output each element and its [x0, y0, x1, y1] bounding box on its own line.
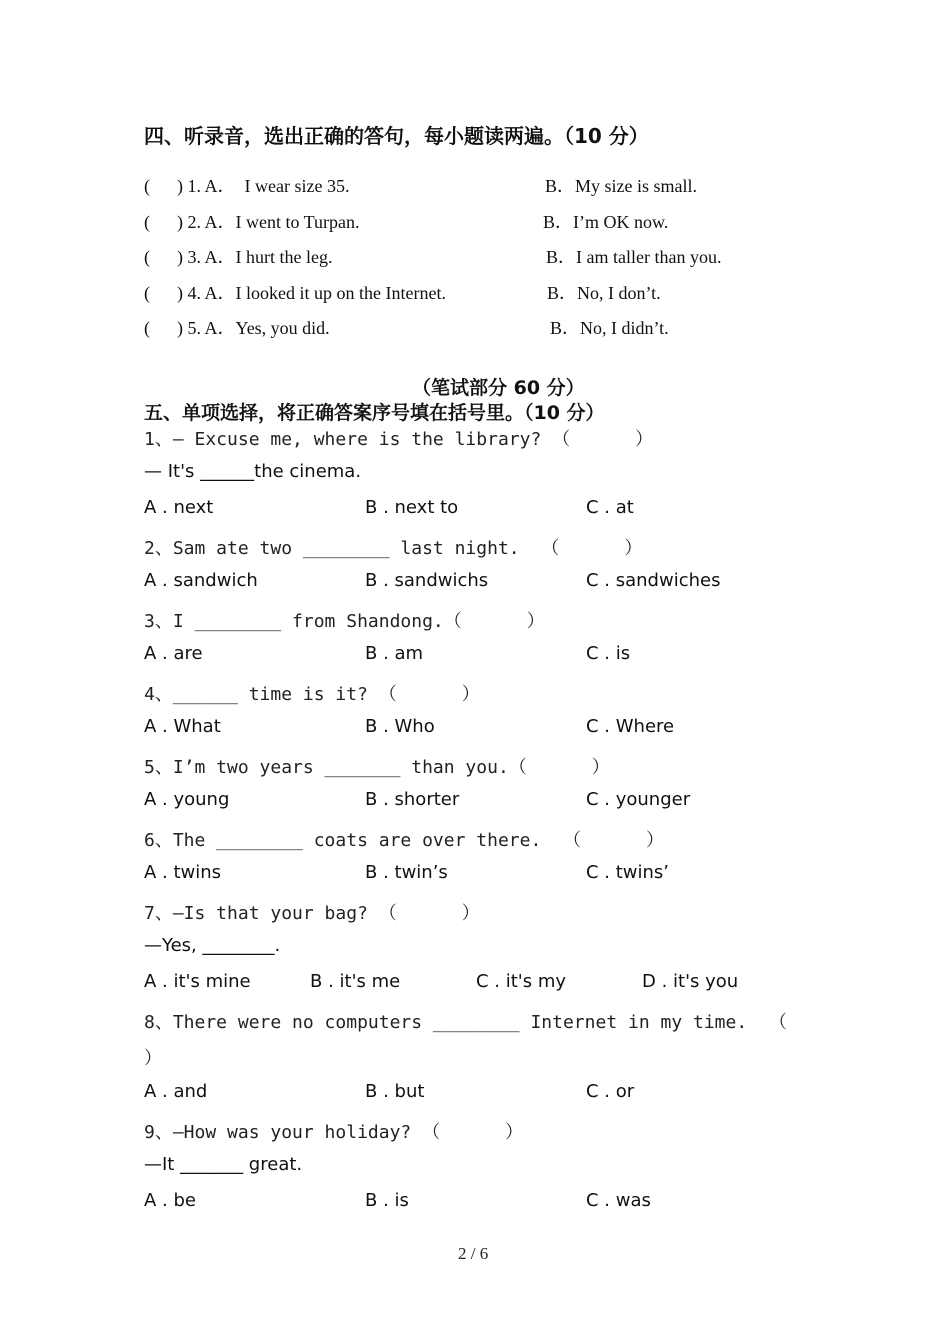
question-1-option-a: A . next: [144, 497, 214, 518]
question-6-stem: 6、The ________ coats are over there. （ ）: [144, 830, 664, 851]
listening-item-5-option-b: B．No, I didn’t.: [550, 318, 669, 338]
question-3-option-c: C . is: [586, 643, 631, 664]
question-4-option-b: B . Who: [365, 716, 435, 737]
question-2-option-a: A . sandwich: [144, 570, 258, 591]
question-2-stem: 2、Sam ate two ________ last night. （ ）: [144, 538, 643, 559]
question-5-option-a: A . young: [144, 789, 230, 810]
question-4-option-a: A . What: [144, 716, 221, 737]
question-2-option-b: B . sandwichs: [365, 570, 489, 591]
question-3-stem: 3、I ________ from Shandong.（ ）: [144, 611, 545, 632]
question-6-option-a: A . twins: [144, 862, 222, 883]
section5-title: 五、单项选择，将正确答案序号填在括号里。（10 分）: [144, 402, 605, 424]
listening-item-3: ( ) 3. A．I hurt the leg.: [144, 247, 333, 267]
page-number: 2 / 6: [458, 1244, 489, 1263]
section4-title: 四、听录音，选出正确的答句，每小题读两遍。（10 分）: [144, 124, 649, 148]
question-2-option-c: C . sandwiches: [586, 570, 721, 591]
question-3-option-a: A . are: [144, 643, 203, 664]
question-7-option-c: C . it's my: [476, 971, 567, 992]
question-1-stem: 1、— Excuse me, where is the library? （ ）: [144, 429, 654, 450]
listening-item-1-option-b: B．My size is small.: [545, 176, 697, 196]
question-5-stem: 5、I’m two years _______ than you.（ ）: [144, 757, 610, 778]
question-8-stem-continued: ）: [144, 1048, 162, 1069]
question-8-option-c: C . or: [586, 1081, 635, 1102]
question-1-option-c: C . at: [586, 497, 634, 518]
question-8-stem: 8、There were no computers ________ Internet in my time. （: [144, 1012, 787, 1033]
question-4-option-c: C . Where: [586, 716, 675, 737]
question-9-option-b: B . is: [365, 1190, 409, 1211]
question-8-option-b: B . but: [365, 1081, 425, 1102]
question-4-stem: 4、______ time is it? （ ）: [144, 684, 480, 705]
listening-item-2-option-b: B．I’m OK now.: [543, 212, 669, 232]
question-7-option-d: D . it's you: [642, 971, 739, 992]
question-5-option-b: B . shorter: [365, 789, 460, 810]
question-1-option-b: B . next to: [365, 497, 459, 518]
listening-item-4-option-b: B．No, I don’t.: [547, 283, 661, 303]
question-1-reply: — It's ______the cinema.: [144, 461, 362, 482]
question-3-option-b: B . am: [365, 643, 424, 664]
listening-item-2: ( ) 2. A．I went to Turpan.: [144, 212, 360, 232]
question-9-option-a: A . be: [144, 1190, 196, 1211]
question-7-reply: —Yes, ________.: [144, 935, 281, 956]
listening-item-3-option-b: B．I am taller than you.: [546, 247, 722, 267]
question-5-option-c: C . younger: [586, 789, 691, 810]
question-6-option-b: B . twin’s: [365, 862, 448, 883]
listening-item-5: ( ) 5. A．Yes, you did.: [144, 318, 330, 338]
question-6-option-c: C . twins’: [586, 862, 670, 883]
question-8-option-a: A . and: [144, 1081, 208, 1102]
question-9-reply: —It _______ great.: [144, 1154, 303, 1175]
listening-item-4: ( ) 4. A．I looked it up on the Internet.: [144, 283, 446, 303]
written-part-title: （笔试部分 60 分）: [412, 377, 585, 399]
question-7-stem: 7、—Is that your bag? （ ）: [144, 903, 480, 924]
question-9-stem: 9、—How was your holiday? （ ）: [144, 1122, 524, 1143]
question-7-option-b: B . it's me: [310, 971, 401, 992]
question-9-option-c: C . was: [586, 1190, 651, 1211]
listening-item-1: ( ) 1. A． I wear size 35.: [144, 176, 350, 196]
question-7-option-a: A . it's mine: [144, 971, 251, 992]
